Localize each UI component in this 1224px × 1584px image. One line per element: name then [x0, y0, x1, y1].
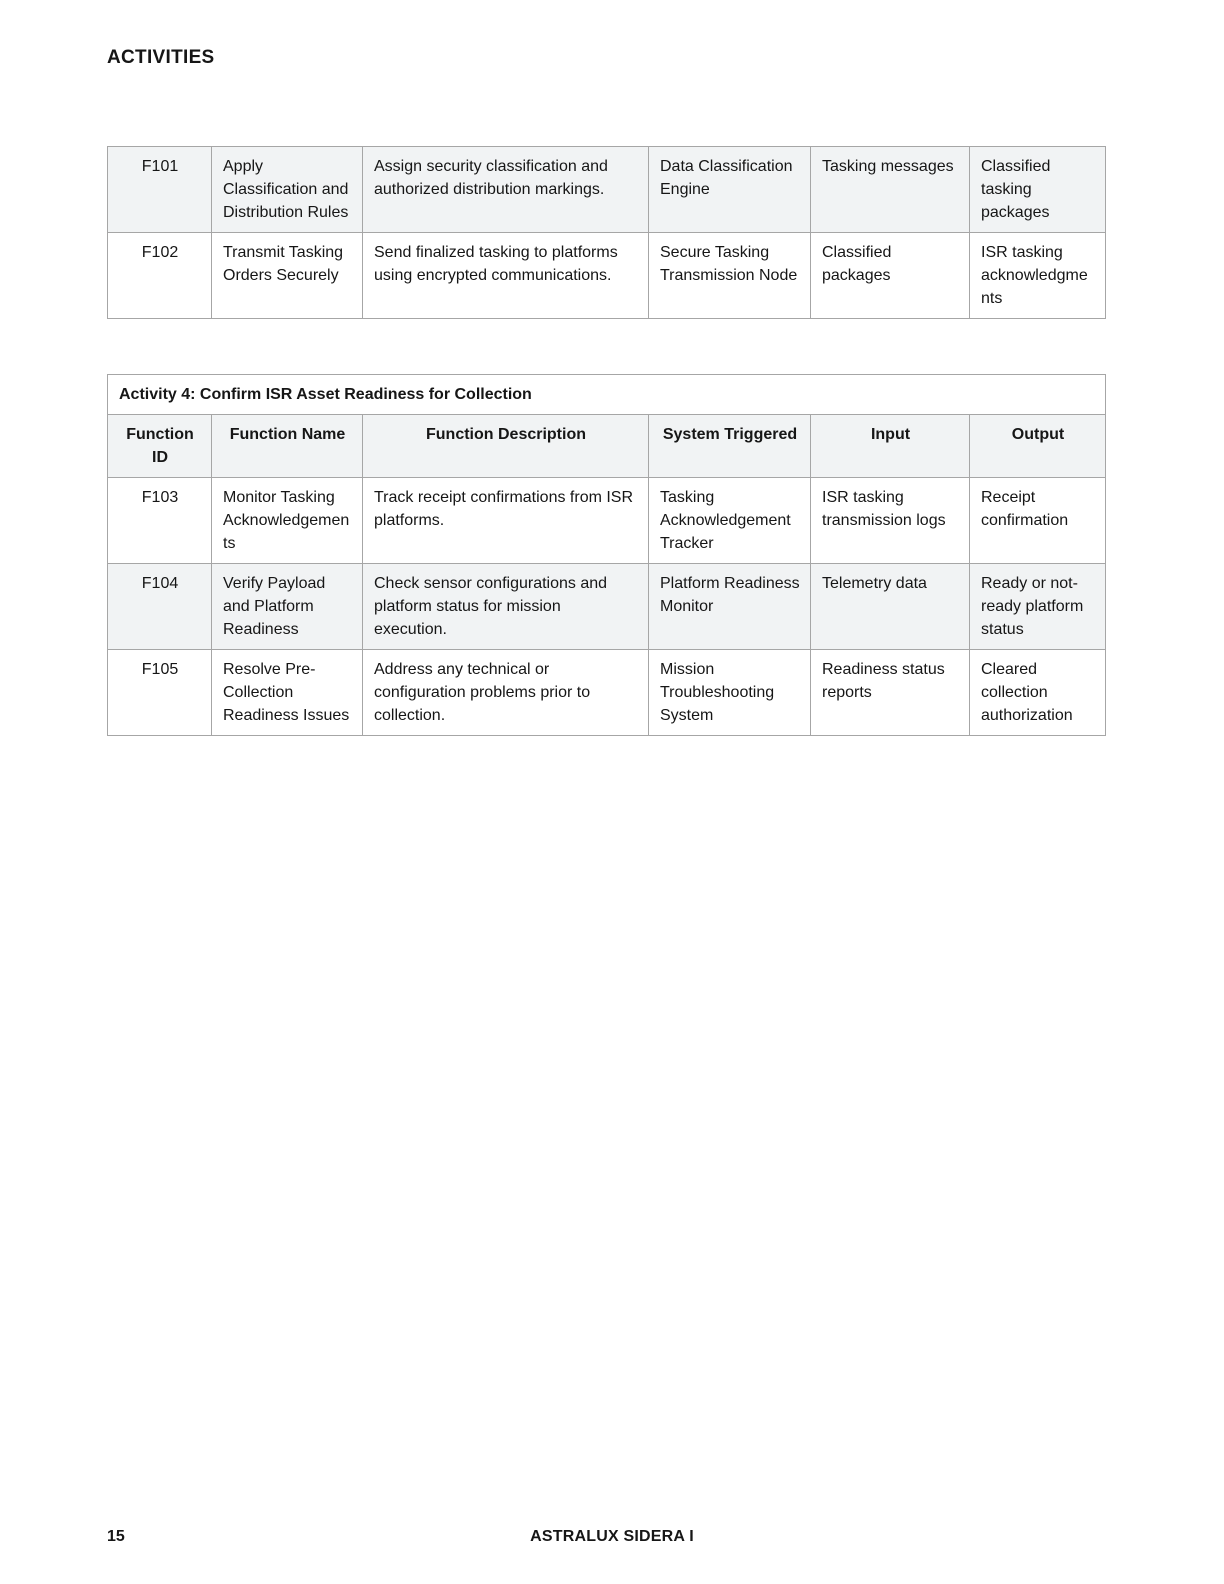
column-header-row — [108, 415, 1106, 478]
table-row — [108, 650, 1106, 736]
function-name-cell: Resolve Pre-Collection Readiness Issues — [212, 650, 363, 736]
function-id-cell: F105 — [108, 650, 212, 736]
function-id-cell: F102 — [108, 233, 212, 319]
document-title: ASTRALUX SIDERA I — [530, 1528, 694, 1545]
system-triggered-cell: Data Classification Engine — [649, 147, 811, 233]
function-name-cell: Monitor Tasking Acknowledgements — [212, 478, 363, 564]
system-triggered-cell: Tasking Acknowledgement Tracker — [649, 478, 811, 564]
system-triggered-cell: Mission Troubleshooting System — [649, 650, 811, 736]
function-id-cell: F104 — [108, 564, 212, 650]
column-header-input: Input — [811, 415, 970, 478]
output-cell: Cleared collection authorization — [970, 650, 1106, 736]
system-triggered-cell: Platform Readiness Monitor — [649, 564, 811, 650]
function-id-cell: F101 — [108, 147, 212, 233]
output-cell: Ready or not-ready platform status — [970, 564, 1106, 650]
function-description-cell: Address any technical or configuration problems prior to collection. — [363, 650, 649, 736]
function-name-cell: Transmit Tasking Orders Securely — [212, 233, 363, 319]
output-cell: ISR tasking acknowledgments — [970, 233, 1106, 319]
output-cell: Receipt confirmation — [970, 478, 1106, 564]
function-description-cell: Assign security classification and authorized distribution markings. — [363, 147, 649, 233]
table-row — [108, 564, 1106, 650]
table-row — [108, 233, 1106, 319]
activity-4-table — [107, 374, 1106, 736]
column-header-function-id: Function ID — [108, 415, 212, 478]
table-row — [108, 147, 1106, 233]
function-name-cell: Verify Payload and Platform Readiness — [212, 564, 363, 650]
function-name-cell: Apply Classification and Distribution Rules — [212, 147, 363, 233]
input-cell: Readiness status reports — [811, 650, 970, 736]
output-cell: Classified tasking packages — [970, 147, 1106, 233]
activity-4-section — [107, 374, 1105, 736]
function-description-cell: Track receipt confirmations from ISR platforms. — [363, 478, 649, 564]
page-header: ACTIVITIES — [107, 47, 215, 68]
column-header-function-name: Function Name — [212, 415, 363, 478]
functions-table-continued — [107, 146, 1106, 319]
column-header-output: Output — [970, 415, 1106, 478]
function-description-cell: Send finalized tasking to platforms using encrypted communications. — [363, 233, 649, 319]
table-title-row — [108, 375, 1106, 415]
table-title: Activity 4: Confirm ISR Asset Readiness for Collection — [108, 375, 1106, 415]
function-description-cell: Check sensor configurations and platform status for mission execution. — [363, 564, 649, 650]
function-id-cell: F103 — [108, 478, 212, 564]
input-cell: Tasking messages — [811, 147, 970, 233]
page-content — [107, 146, 1105, 736]
input-cell: Telemetry data — [811, 564, 970, 650]
system-triggered-cell: Secure Tasking Transmission Node — [649, 233, 811, 319]
page-number: 15 — [107, 1528, 125, 1545]
input-cell: ISR tasking transmission logs — [811, 478, 970, 564]
input-cell: Classified packages — [811, 233, 970, 319]
column-header-function-description: Function Description — [363, 415, 649, 478]
column-header-system-triggered: System Triggered — [649, 415, 811, 478]
table-row — [108, 478, 1106, 564]
